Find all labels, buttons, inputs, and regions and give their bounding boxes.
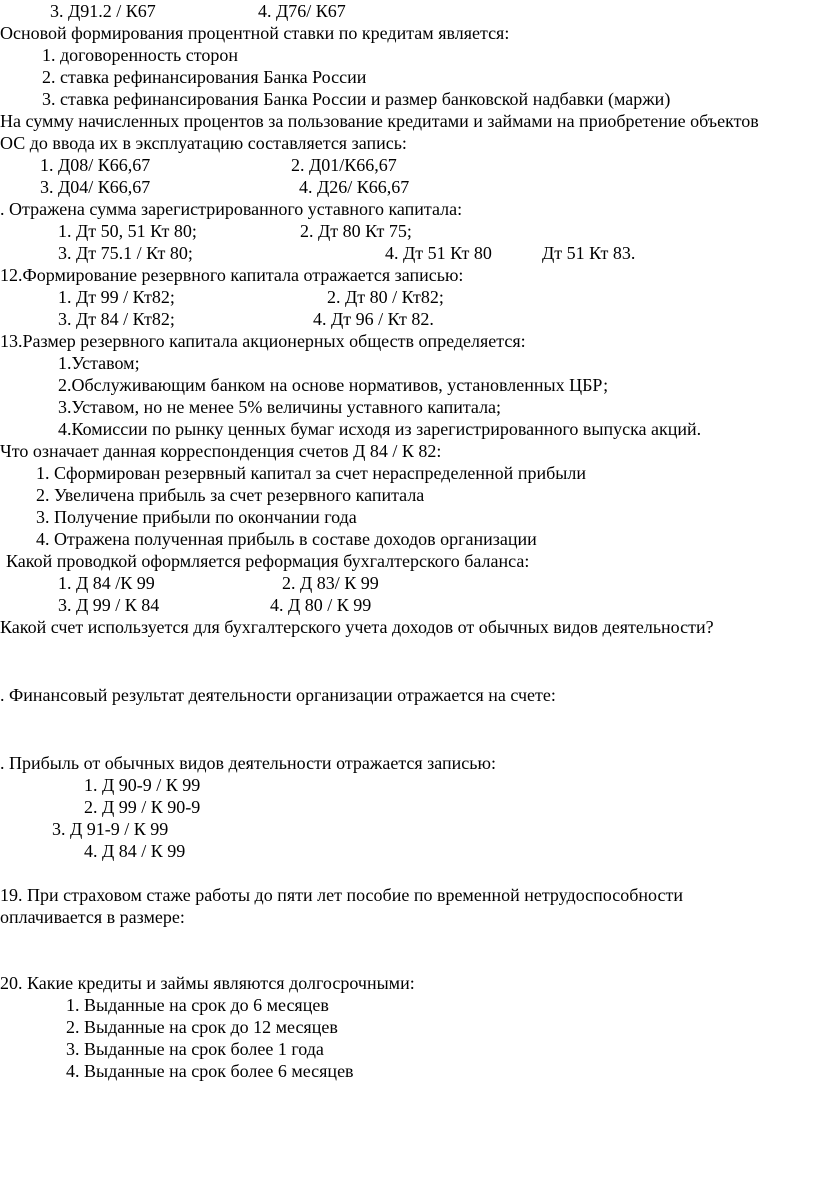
text-segment: 1.Уставом; — [58, 353, 140, 373]
text-segment: 2. Д01/К66,67 — [291, 155, 397, 175]
text-segment: Дт 51 Кт 83. — [542, 243, 636, 263]
text-segment: 3. Д91.2 / К67 — [50, 1, 156, 21]
text-segment: 3. Дт 84 / Кт82; — [58, 309, 175, 329]
text-segment: . Отражена сумма зарегистрированного уставного капитала: — [0, 199, 463, 219]
text-segment: Что означает данная корреспонденция счетов Д 84 / К 82: — [0, 441, 442, 461]
text-segment: 4. Д 80 / К 99 — [270, 595, 372, 615]
text-segment: Основой формирования процентной ставки по кредитам является: — [0, 23, 510, 43]
text-segment: На сумму начисленных процентов за пользование кредитами и займами на приобретение объектов — [0, 111, 759, 131]
text-segment: 2. Дт 80 / Кт82; — [327, 287, 444, 307]
text-segment: 1. Д 84 /К 99 — [58, 573, 155, 593]
text-segment: 1. договоренность сторон — [42, 45, 238, 65]
text-segment: 13.Размер резервного капитала акционерных обществ определяется: — [0, 331, 526, 351]
text-segment: 2.Обслуживающим банком на основе нормативов, установленных ЦБР; — [58, 375, 609, 395]
text-segment: 19. При страховом стаже работы до пяти лет пособие по временной нетрудоспособности — [0, 885, 683, 905]
text-segment: 3. Дт 75.1 / Кт 80; — [58, 243, 193, 263]
text-segment: 3. Получение прибыли по окончании года — [36, 507, 357, 527]
text-segment: 4. Д76/ К67 — [258, 1, 346, 21]
text-segment: 2. Д 99 / К 90-9 — [84, 797, 201, 817]
text-segment: 1. Сформирован резервный капитал за счет нераспределенной прибыли — [36, 463, 586, 483]
text-segment: 4. Дт 96 / Кт 82. — [313, 309, 434, 329]
text-segment: 3.Уставом, но не менее 5% величины уставного капитала; — [58, 397, 502, 417]
text-segment: . Прибыль от обычных видов деятельности отражается записью: — [0, 753, 496, 773]
text-segment: 2. Дт 80 Кт 75; — [300, 221, 412, 241]
text-segment: 12.Формирование резервного капитала отражается записью: — [0, 265, 464, 285]
text-segment: 3. Д04/ К66,67 — [40, 177, 151, 197]
text-segment: 4. Дт 51 Кт 80 — [385, 243, 492, 263]
text-segment: 3. Д 99 / К 84 — [58, 595, 160, 615]
text-segment: 3. Выданные на срок более 1 года — [66, 1039, 324, 1059]
text-segment: 4. Отражена полученная прибыль в составе доходов организации — [36, 529, 537, 549]
text-segment: Какой проводкой оформляется реформация бухгалтерского баланса: — [6, 551, 530, 571]
text-segment: 2. ставка рефинансирования Банка России — [42, 67, 367, 87]
text-segment: ОС до ввода их в эксплуатацию составляется запись: — [0, 133, 407, 153]
text-segment: Какой счет используется для бухгалтерского учета доходов от обычных видов деятельности? — [0, 617, 714, 637]
text-segment: 2. Выданные на срок до 12 месяцев — [66, 1017, 338, 1037]
text-segment: 2. Д 83/ К 99 — [282, 573, 379, 593]
text-segment: 4.Комиссии по рынку ценных бумаг исходя из зарегистрированного выпуска акций. — [58, 419, 702, 439]
text-segment: 2. Увеличена прибыль за счет резервного капитала — [36, 485, 425, 505]
text-segment: . Финансовый результат деятельности организации отражается на счете: — [0, 685, 556, 705]
text-segment: 3. Д 91-9 / К 99 — [52, 819, 169, 839]
text-segment: 3. ставка рефинансирования Банка России и размер банковской надбавки (маржи) — [42, 89, 671, 109]
text-segment: 1. Дт 50, 51 Кт 80; — [58, 221, 197, 241]
text-segment: 1. Д08/ К66,67 — [40, 155, 151, 175]
text-segment: оплачивается в размере: — [0, 907, 185, 927]
text-segment: 1. Дт 99 / Кт82; — [58, 287, 175, 307]
text-segment: 4. Д26/ К66,67 — [299, 177, 410, 197]
text-segment: 1. Выданные на срок до 6 месяцев — [66, 995, 329, 1015]
text-segment: 4. Выданные на срок более 6 месяцев — [66, 1061, 354, 1081]
text-segment: 20. Какие кредиты и займы являются долгосрочными: — [0, 973, 415, 993]
text-segment: 4. Д 84 / К 99 — [84, 841, 186, 861]
text-segment: 1. Д 90-9 / К 99 — [84, 775, 201, 795]
